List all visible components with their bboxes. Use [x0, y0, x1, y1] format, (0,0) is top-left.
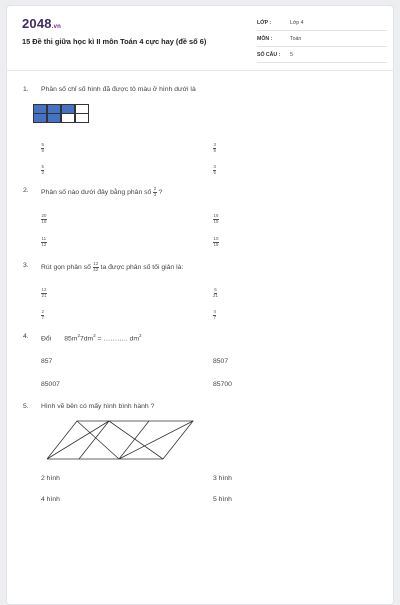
- option-text: 85007: [41, 381, 60, 388]
- diagonal-line: [119, 421, 193, 459]
- answer-option-b[interactable]: [213, 358, 228, 365]
- numerator: 20: [41, 213, 47, 218]
- denominator: 8: [41, 147, 44, 153]
- denominator: 15: [213, 218, 219, 224]
- info-row-subject: [257, 33, 387, 47]
- fraction: [41, 214, 47, 224]
- option-text: 85700: [213, 381, 232, 388]
- question-text: Hình vẽ bên có mấy hình bình hành ?: [41, 403, 155, 410]
- option-text: 5 hình: [213, 496, 232, 503]
- expr-part-2: 7dm: [80, 335, 94, 343]
- numerator: 5: [41, 142, 44, 147]
- denominator: 42: [93, 266, 99, 272]
- numerator: 12: [41, 287, 47, 292]
- grid-cell-empty: [75, 104, 90, 114]
- option-text: 2 hình: [41, 475, 60, 482]
- denominator: 7: [213, 314, 216, 320]
- inner-line: [119, 421, 149, 459]
- denominator: 12: [41, 241, 47, 247]
- answer-option-d[interactable]: [213, 381, 232, 388]
- fraction: [93, 262, 99, 272]
- question-text: [41, 333, 142, 342]
- question-text-end: ?: [158, 188, 163, 196]
- fraction: [213, 310, 216, 320]
- answer-option-b[interactable]: [213, 288, 218, 298]
- option-text: 3 hình: [213, 475, 232, 482]
- numerator: 11: [41, 236, 47, 241]
- fraction: [41, 310, 44, 320]
- option-text: 857: [41, 358, 53, 365]
- info-value: Toán: [290, 36, 302, 42]
- grid-cell-filled: [47, 104, 62, 114]
- answer-option-b[interactable]: [213, 143, 216, 153]
- grid-cell-filled: [47, 113, 62, 123]
- denominator: 18: [41, 218, 47, 224]
- fraction: [153, 187, 156, 197]
- question-number: 4.: [23, 333, 29, 340]
- numerator: 6: [214, 287, 217, 292]
- fraction: [213, 143, 216, 153]
- expr-part-3: = ……….. dm: [95, 335, 140, 343]
- fraction: [213, 214, 219, 224]
- answer-option-c[interactable]: [41, 310, 44, 320]
- fraction: [41, 165, 44, 175]
- grid-cell-empty: [75, 113, 90, 123]
- numerator: 3: [213, 142, 216, 147]
- option-text: 4 hình: [41, 496, 60, 503]
- shaded-grid-figure: [33, 104, 89, 123]
- answer-option-d[interactable]: [213, 496, 232, 503]
- info-key: LỚP :: [257, 20, 272, 26]
- question-text-prefix: Đổi: [41, 335, 52, 343]
- answer-option-c[interactable]: [41, 496, 60, 503]
- exam-page: [6, 5, 394, 605]
- answer-option-c[interactable]: [41, 381, 60, 388]
- question-text: [41, 262, 183, 272]
- denominator: 15: [213, 241, 219, 247]
- grid-cell-empty: [61, 113, 76, 123]
- grid-cell-filled: [61, 104, 76, 114]
- question-number: 1.: [23, 86, 29, 93]
- info-value: 5: [290, 52, 293, 58]
- denominator: 21: [41, 292, 47, 298]
- numerator: 4: [213, 309, 216, 314]
- answer-option-a[interactable]: [41, 143, 44, 153]
- denominator: 7: [41, 314, 44, 320]
- expr-part-1: 85m: [64, 335, 78, 343]
- outer-parallelogram: [47, 421, 193, 459]
- question-number: 3.: [23, 262, 29, 269]
- answer-option-a[interactable]: [41, 475, 60, 482]
- question-text-end: ta được phân số tối giản là:: [100, 263, 184, 271]
- question-text-part: Phân số nào dưới đây bằng phân số: [41, 188, 152, 196]
- numerator: 16: [213, 213, 219, 218]
- diagonal-line: [47, 421, 109, 459]
- fraction: [41, 237, 47, 247]
- answer-option-c[interactable]: [41, 165, 44, 175]
- site-logo[interactable]: [22, 16, 61, 31]
- grid-cell-filled: [33, 113, 48, 123]
- diagonal-line: [109, 421, 163, 459]
- grid-cell-filled: [33, 104, 48, 114]
- fraction: [41, 288, 47, 298]
- denominator: 3: [41, 169, 44, 175]
- superscript: 2: [93, 333, 96, 338]
- logo-suffix: .vn: [51, 24, 62, 30]
- exam-info: [257, 17, 387, 65]
- answer-option-c[interactable]: [41, 237, 47, 247]
- question-text-part: Rút gọn phân số: [41, 263, 91, 271]
- question-text: [41, 187, 162, 197]
- question-number: 5.: [23, 403, 29, 410]
- denominator: 21: [213, 292, 218, 298]
- info-key: SỐ CÂU :: [257, 52, 281, 58]
- numerator: 3: [213, 164, 216, 169]
- denominator: 8: [213, 147, 216, 153]
- parallelogram-figure: [47, 417, 197, 463]
- info-key: MÔN :: [257, 36, 273, 42]
- fraction: [41, 143, 44, 153]
- superscript: 2: [139, 333, 142, 338]
- info-row-count: [257, 49, 387, 63]
- fraction: [213, 237, 219, 247]
- numerator: 2: [153, 186, 157, 191]
- answer-option-d[interactable]: [213, 165, 216, 175]
- answer-option-a[interactable]: [41, 214, 47, 224]
- answer-option-b[interactable]: [213, 214, 219, 224]
- info-row-class: [257, 17, 387, 31]
- denominator: 3: [153, 191, 157, 197]
- numerator: 2: [41, 309, 44, 314]
- fraction: [213, 165, 216, 175]
- answer-option-b[interactable]: [213, 475, 232, 482]
- logo-text: 2048: [22, 16, 52, 31]
- answer-option-d[interactable]: [213, 310, 216, 320]
- answer-option-d[interactable]: [213, 237, 219, 247]
- denominator: 5: [213, 169, 216, 175]
- answer-option-a[interactable]: [41, 288, 47, 298]
- question-text: Phân số chỉ số hình đã được tô màu ở hình dưới là: [41, 86, 196, 93]
- header-divider: [7, 70, 393, 71]
- option-text: 8507: [213, 358, 229, 365]
- answer-option-a[interactable]: [41, 358, 52, 365]
- question-number: 2.: [23, 187, 29, 194]
- numerator: 5: [41, 164, 44, 169]
- numerator: 12: [93, 261, 99, 266]
- info-value: Lớp 4: [290, 20, 304, 26]
- fraction: [213, 288, 218, 298]
- superscript: 2: [77, 333, 80, 338]
- numerator: 10: [213, 236, 219, 241]
- page-title: 15 Đề thi giữa học kì II môn Toán 4 cực hay (đề số 6): [22, 37, 207, 46]
